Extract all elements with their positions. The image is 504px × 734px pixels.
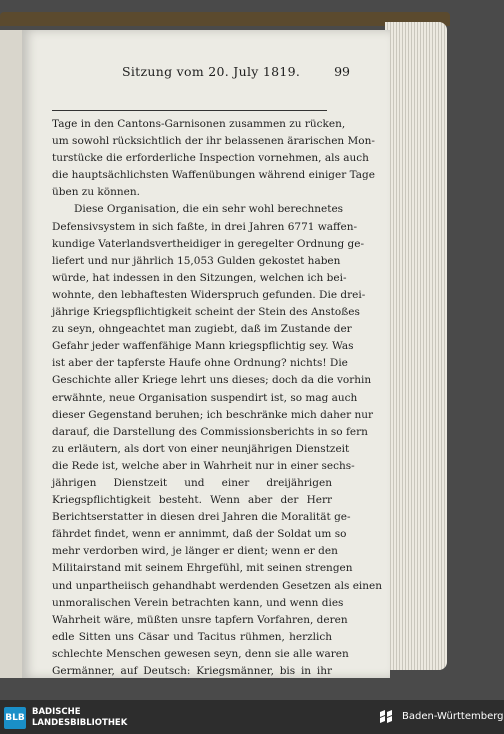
book-cover-edge <box>0 12 450 26</box>
text-line: schlechte Menschen gewesen seyn, denn sie alle waren <box>52 647 349 660</box>
text-line: jährigen Dienstzeit und einer dreijährigen <box>52 476 332 489</box>
text-line: edle Sitten uns Cäsar und Tacitus rühmen, herzlich <box>52 630 332 643</box>
text-line: dieser Gegenstand beruhen; ich beschränke mich daher nur <box>52 408 373 421</box>
blb-logo-text: BLB <box>5 713 25 723</box>
text-line: Wahrheit wäre, müßten unsre tapfern Vorfahren, deren <box>52 613 348 626</box>
library-name-line1: BADISCHE <box>32 707 81 717</box>
text-line: zu seyn, ohngeachtet man zugiebt, daß im Zustande der <box>52 323 352 336</box>
text-line: Diese Organisation, die ein sehr wohl berechnetes <box>74 203 344 216</box>
text-line: darauf, die Darstellung des Commissionsberichts in so fern <box>52 425 368 438</box>
text-line: Militairstand mit seinem Ehrgefühl, mit seinen strengen <box>52 562 353 575</box>
text-line: erwähnte, neue Organisation suspendirt ist, so mag auch <box>52 391 358 404</box>
text-line: Defensivsystem in sich faßte, in drei Jahren 6771 waffen- <box>52 220 358 233</box>
text-line: turstücke die erforderliche Inspection vornehmen, als auch <box>52 152 369 165</box>
text-line: liefert und nur jährlich 15,053 Gulden gekostet haben <box>52 254 341 267</box>
text-line: wohnte, den lebhaftesten Widerspruch gefunden. Die drei- <box>52 288 366 301</box>
text-line: Kriegspflichtigkeit besteht. Wenn aber der Herr <box>52 494 332 507</box>
text-line: Tage in den Cantons-Garnisonen zusammen zu rücken, <box>52 118 346 130</box>
text-line: üben zu können. <box>52 186 140 199</box>
text-line: die Rede ist, welche aber in Wahrheit nur in einer sechs- <box>52 459 355 472</box>
text-line: Geschichte aller Kriege lehrt uns dieses; doch da die vorhin <box>52 374 372 387</box>
library-name-line2: LANDESBIBLIOTHEK <box>32 718 128 728</box>
text-line: kundige Vaterlandsvertheidiger in geregelter Ordnung ge- <box>52 237 365 250</box>
page-number: 99 <box>334 64 350 79</box>
text-line: jährige Kriegspflichtigkeit scheint der Stein des Anstoßes <box>52 306 360 319</box>
text-line: Berichtserstatter in diesen drei Jahren die Moralität ge- <box>52 511 351 524</box>
text-line: und unpartheiisch gehandhabt werdenden Gesetzen als einen <box>52 579 383 592</box>
text-line: ist aber der tapferste Haufe ohne Ordnung? nichts! Die <box>52 357 348 370</box>
library-name <box>32 707 127 729</box>
state-name: Baden-Württemberg <box>402 711 504 722</box>
text-line: mehr verdorben wird, je länger er dient; wenn er den <box>52 545 338 558</box>
text-line: Gefahr jeder waffenfähige Mann kriegspflichtig sey. Was <box>52 340 354 353</box>
text-line: die hauptsächlichsten Waffenübungen während einiger Tage <box>52 169 375 182</box>
header-rule <box>52 110 327 111</box>
text-line: um sowohl rücksichtlich der ihr belassenen ärarischen Mon- <box>52 135 375 148</box>
page-block-edge <box>385 22 447 670</box>
text-line: zu erläutern, als dort von einer neunjährigen Dienstzeit <box>52 442 350 455</box>
page-header <box>100 64 350 84</box>
text-line: fährdet findet, wenn er annimmt, daß der Soldat um so <box>52 528 347 541</box>
blb-logo[interactable] <box>4 707 26 729</box>
body-text <box>52 116 383 680</box>
running-title: Sitzung vom 20. July 1819. <box>122 64 301 79</box>
text-line: würde, hat indessen in den Sitzungen, welchen ich bei- <box>52 271 347 284</box>
text-line: Germänner, auf Deutsch: Kriegsmänner, bis in ihr <box>52 665 332 677</box>
text-line: unmoralischen Verein betrachten kann, und wenn dies <box>52 596 344 609</box>
state-crest-icon <box>378 708 394 724</box>
